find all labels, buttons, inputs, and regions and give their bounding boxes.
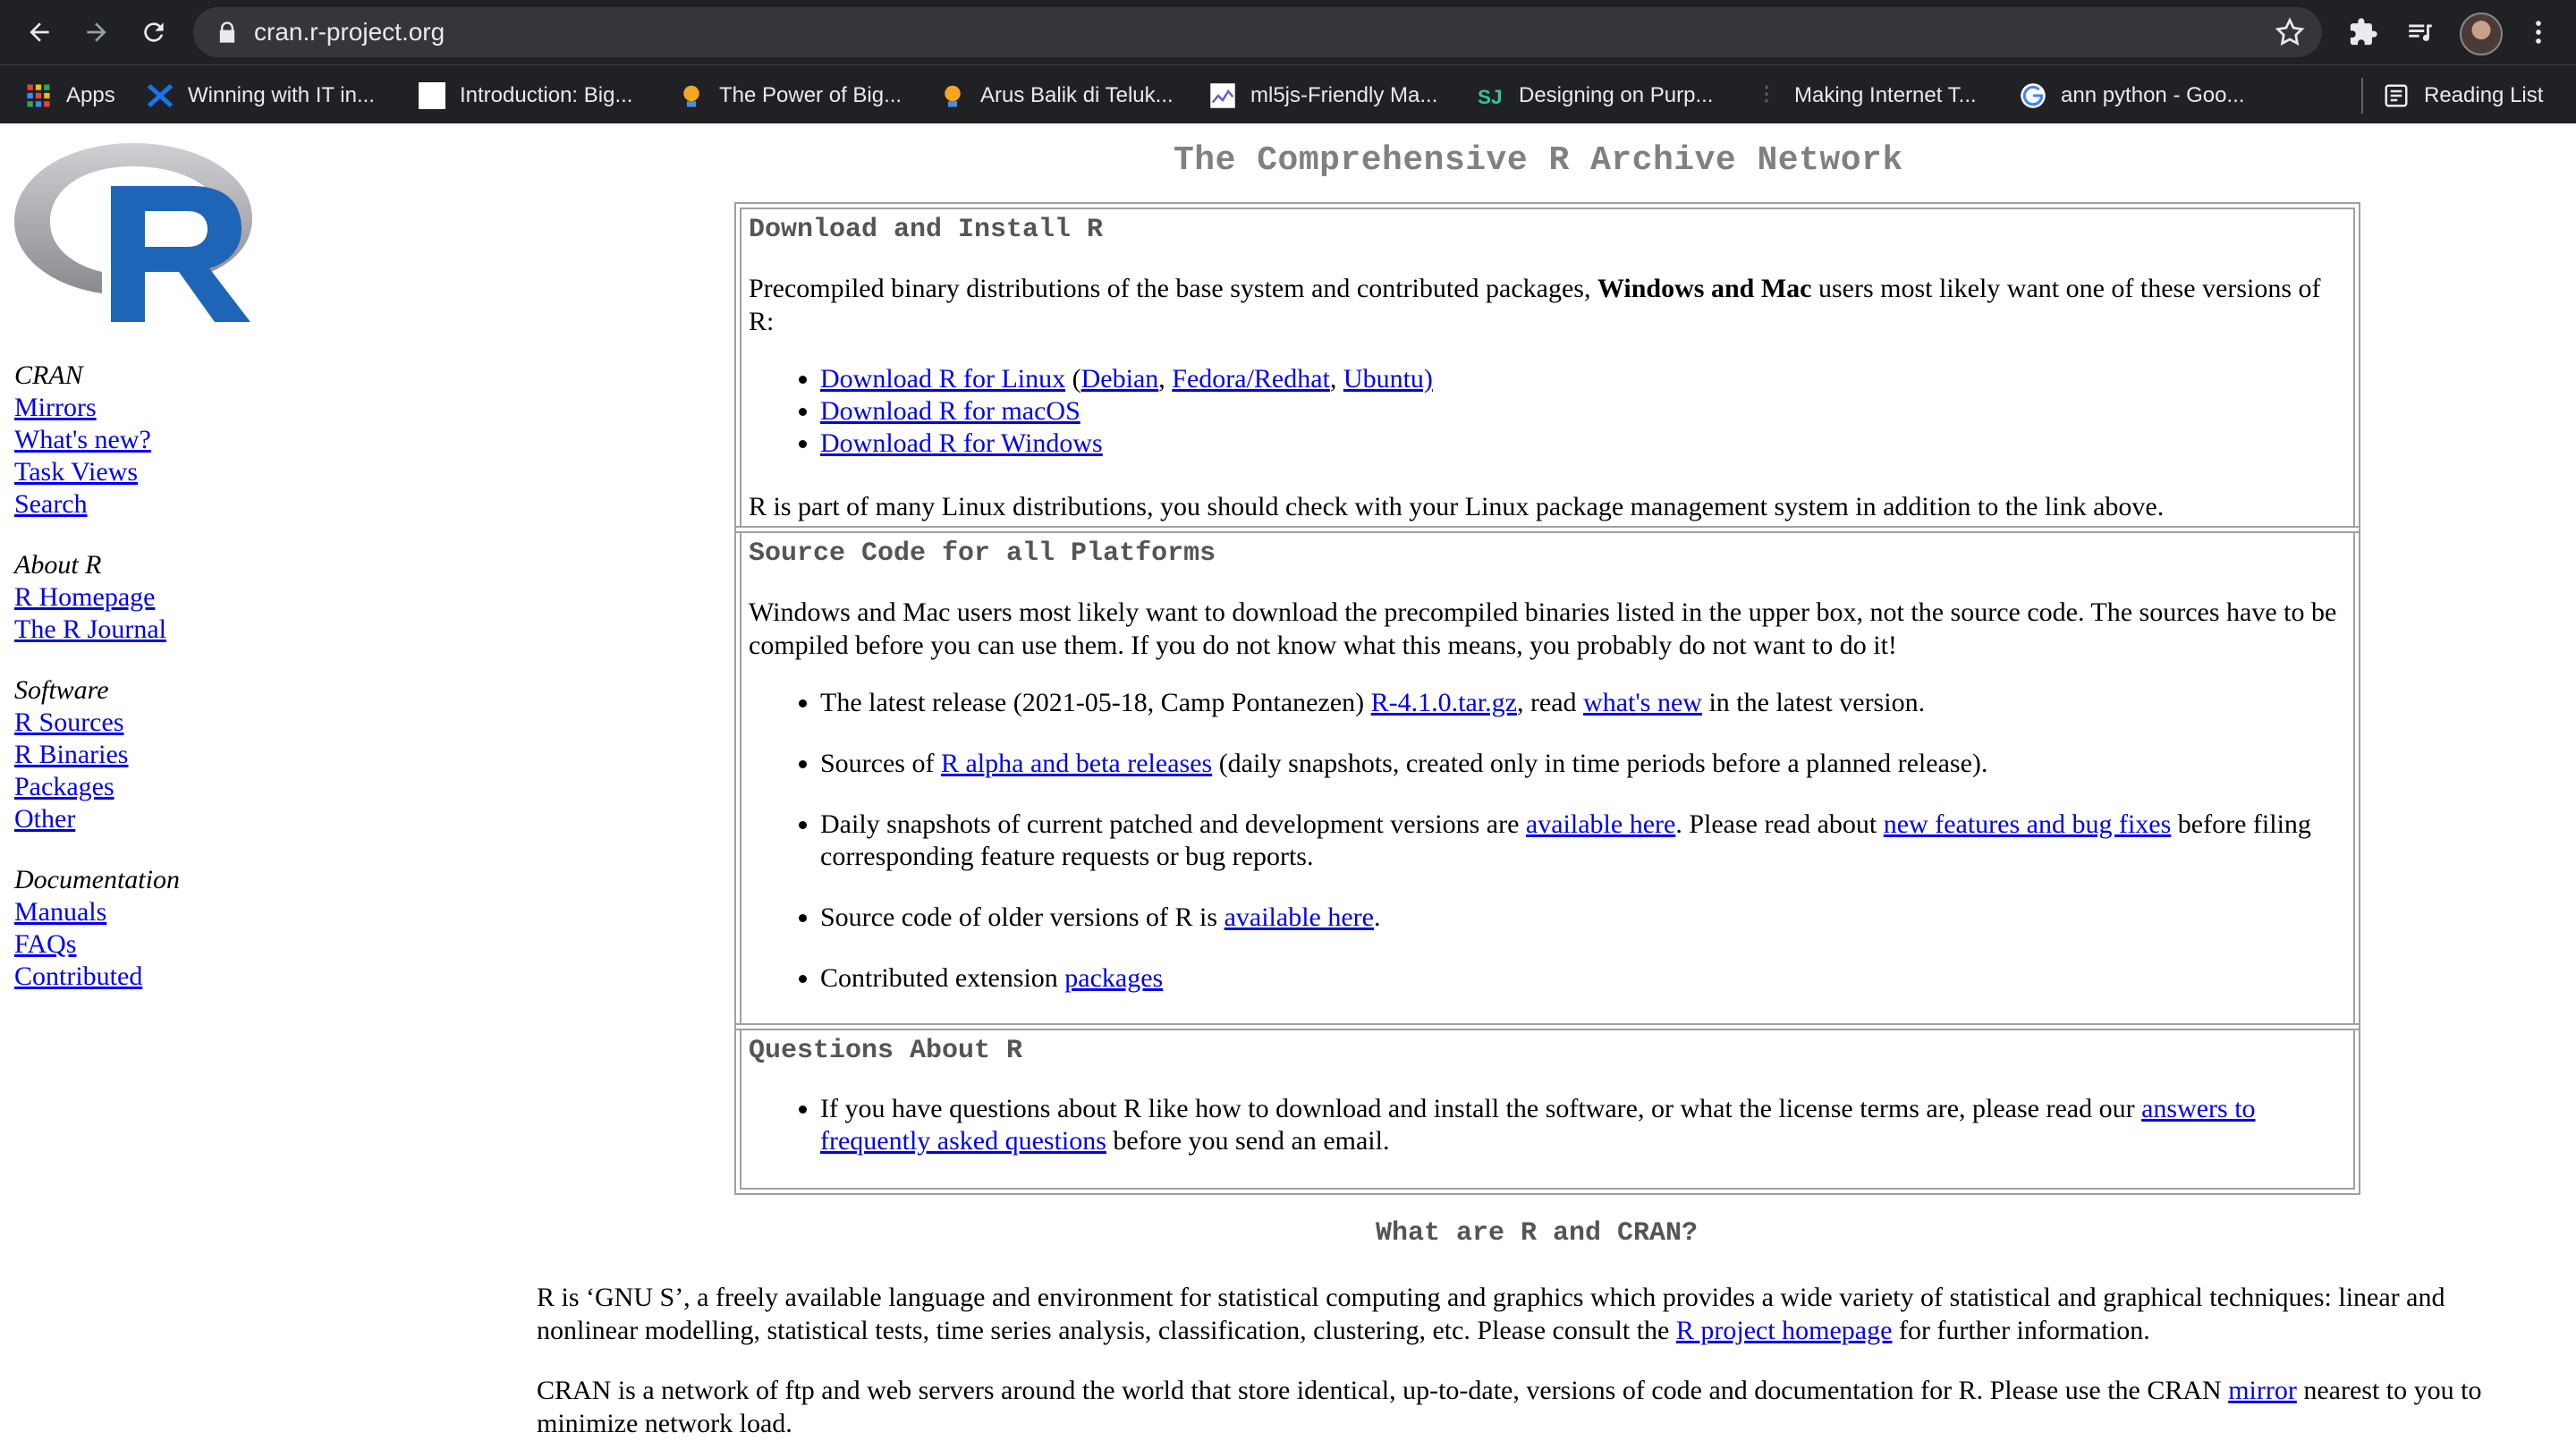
source-links-list (749, 687, 2339, 995)
sidebar-link-packages[interactable]: Packages (14, 772, 114, 801)
bookmark-label: Winning with IT in... (188, 83, 375, 107)
url-text: cran.r-project.org (254, 18, 445, 46)
reading-list-icon (2383, 82, 2410, 109)
paragraph-text: R is ‘GNU S’, a freely available language and environment for statistical computing and graphics which provides a wide variety of statistical and graphical techniques: linear and nonlinear modelling, statistical tests, time series analysis, classification, clustering, etc. Please consult the (537, 1283, 2445, 1345)
sidebar-nav (14, 360, 180, 1021)
source-intro: Windows and Mac users most likely want to download the precompiled binaries listed in the upper box, not the source code. The sources have to be compiled before you can use them. If you do not know what this means, you probably do not want to do it! (749, 597, 2337, 660)
sj-logo-icon (1478, 82, 1504, 109)
paragraph-text: nearest to you to minimize network load. (537, 1376, 2482, 1438)
menu-kebab-icon[interactable] (2521, 14, 2556, 50)
bookmark-star-icon[interactable] (2274, 16, 2306, 48)
item-text: (daily snapshots, created only in time periods before a planned release). (1212, 749, 1988, 778)
item-text: If you have questions about R like how to download and install the software, or what the license terms are, please read our (820, 1094, 2142, 1123)
bookmark-label: Designing on Purp... (1519, 83, 1714, 107)
sidebar-link-contributed[interactable]: Contributed (14, 961, 143, 991)
browser-toolbar (0, 0, 2576, 64)
bookmark-label: The Power of Big... (719, 83, 902, 107)
bookmark-making-internet[interactable] (1753, 80, 1977, 112)
item-text: in the latest version. (1701, 688, 1926, 717)
sidebar-group-software (14, 674, 180, 835)
r-logo[interactable] (13, 136, 254, 326)
list-item (820, 1093, 2339, 1157)
item-text: . Please read about (1675, 809, 1884, 839)
item-text: Contributed extension (820, 963, 1065, 993)
sidebar-heading: Documentation (14, 865, 180, 894)
browser-chrome (0, 0, 2576, 123)
paren-text: ( (1065, 364, 1081, 394)
svg-text:SJ: SJ (1478, 85, 1503, 108)
r-tarball-link[interactable]: R-4.1.0.tar.gz (1370, 688, 1517, 717)
separator-text: , (1329, 364, 1343, 394)
bookmark-label: Arus Balik di Teluk... (980, 83, 1174, 107)
sidebar-heading: Software (14, 675, 109, 705)
download-note: R is part of many Linux distributions, you should check with your Linux package management system in addition to the link above. (749, 492, 2165, 521)
fedora-link[interactable]: Fedora/Redhat (1172, 364, 1330, 394)
bulb-icon (939, 82, 966, 109)
bookmark-label: Apps (66, 83, 115, 107)
bookmark-label: ml5js-Friendly Ma... (1250, 83, 1438, 107)
reload-button[interactable] (132, 11, 175, 54)
download-linux-link[interactable]: Download R for Linux (820, 364, 1066, 394)
bookmark-power-of-big[interactable] (678, 80, 902, 112)
sidebar-group-cran (14, 360, 180, 521)
dot-icon (1753, 82, 1780, 109)
web-page (0, 123, 2576, 1438)
bookmark-introduction-big[interactable] (419, 80, 632, 112)
bookmark-ml5js[interactable] (1209, 80, 1437, 112)
item-text: The latest release (2021-05-18, Camp Pontanezen) (820, 688, 1371, 717)
media-control-icon[interactable] (2402, 14, 2438, 50)
mirror-link[interactable]: mirror (2228, 1376, 2297, 1405)
ubuntu-link[interactable]: Ubuntu) (1343, 364, 1433, 394)
sidebar-link-r-sources[interactable]: R Sources (14, 707, 124, 737)
reading-list-button[interactable] (2383, 80, 2543, 112)
bookmark-winning-with-it[interactable] (147, 80, 375, 112)
intro-text: Precompiled binary distributions of the base system and contributed packages, (749, 274, 1597, 303)
source-code-box (740, 531, 2355, 1025)
list-item (820, 962, 2339, 995)
bookmark-label: ann python - Goo... (2061, 83, 2245, 107)
address-bar[interactable] (193, 7, 2322, 57)
forward-arrow-icon (82, 18, 111, 47)
r-description-paragraph (537, 1281, 2549, 1347)
sidebar-link-task-views[interactable]: Task Views (14, 457, 139, 487)
sidebar-link-other[interactable]: Other (14, 804, 76, 834)
download-heading: Download and Install R (749, 215, 1104, 245)
item-text: Daily snapshots of current patched and development versions are (820, 809, 1526, 839)
r-project-homepage-link[interactable]: R project homepage (1675, 1316, 1893, 1345)
sidebar-link-r-journal[interactable]: The R Journal (14, 614, 166, 644)
bookmarks-bar (0, 64, 2576, 124)
lock-icon (215, 20, 240, 45)
what-are-r-cran-heading: What are R and CRAN? (1376, 1218, 1699, 1249)
item-text: before you send an email. (1106, 1126, 1390, 1156)
list-item (820, 687, 2339, 719)
questions-list (749, 1093, 2339, 1157)
questions-box (740, 1029, 2355, 1190)
sidebar-link-mirrors[interactable]: Mirrors (14, 393, 97, 422)
reload-icon (140, 18, 168, 47)
source-heading: Source Code for all Platforms (749, 538, 1216, 569)
bulb-icon (678, 82, 705, 109)
bookmark-apps[interactable] (25, 80, 115, 112)
debian-link[interactable]: Debian (1080, 364, 1159, 394)
sidebar-link-r-homepage[interactable]: R Homepage (14, 582, 156, 612)
download-macos-link[interactable]: Download R for macOS (820, 396, 1080, 426)
sidebar-link-faqs[interactable]: FAQs (14, 929, 77, 959)
sidebar-heading: CRAN (14, 360, 83, 390)
bookmark-arus-balik[interactable] (939, 80, 1174, 112)
cran-description-paragraph (537, 1374, 2549, 1440)
separator-text: , (1158, 364, 1173, 394)
whats-new-link[interactable]: what's new (1583, 688, 1702, 717)
back-button[interactable] (18, 11, 61, 54)
item-text: . (1373, 902, 1381, 932)
ml5-icon (1209, 82, 1236, 109)
blank-page-icon (419, 82, 445, 109)
paragraph-text: for further information. (1892, 1316, 2150, 1345)
sidebar-group-about (14, 549, 180, 646)
list-item (820, 809, 2339, 873)
list-item (820, 748, 2339, 780)
new-features-link[interactable]: new features and bug fixes (1883, 809, 2172, 839)
alpha-beta-link[interactable]: R alpha and beta releases (940, 749, 1213, 778)
older-versions-link[interactable]: available here (1224, 902, 1374, 932)
bookmark-label: Introduction: Big... (460, 83, 633, 107)
faq-link[interactable]: answers to frequently asked questions (820, 1094, 2256, 1156)
back-arrow-icon (25, 18, 54, 47)
download-intro (749, 272, 2339, 338)
list-item (820, 395, 2339, 428)
intro-text: users most likely want one of these versions of R: (749, 274, 2321, 336)
sidebar-link-search[interactable]: Search (14, 489, 88, 519)
download-windows-link[interactable]: Download R for Windows (820, 428, 1103, 458)
sidebar-link-whats-new[interactable]: What's new? (14, 425, 151, 454)
list-item (820, 363, 2339, 395)
x-logo-icon (147, 82, 174, 109)
bookmark-label: Making Internet T... (1794, 83, 1977, 107)
item-text: Source code of older versions of R is (820, 902, 1224, 932)
item-text: , read (1516, 688, 1584, 717)
daily-snapshots-link[interactable]: available here (1525, 809, 1676, 839)
sidebar-group-documentation (14, 864, 180, 993)
extensions-icon[interactable] (2345, 14, 2381, 50)
download-links-list (749, 363, 2339, 460)
google-icon (2020, 82, 2046, 109)
list-item (820, 902, 2339, 934)
bookmarks-divider (2361, 78, 2363, 114)
forward-button[interactable] (75, 11, 118, 54)
sidebar-heading: About R (14, 550, 102, 580)
download-install-box (740, 208, 2355, 528)
questions-heading: Questions About R (749, 1036, 1023, 1066)
reading-list-label: Reading List (2424, 83, 2544, 107)
sidebar-link-manuals[interactable]: Manuals (14, 897, 107, 927)
page-title: The Comprehensive R Archive Network (1174, 141, 1903, 180)
intro-bold-text: Windows and Mac (1597, 274, 1812, 303)
profile-avatar[interactable] (2460, 13, 2503, 55)
sidebar-link-r-binaries[interactable]: R Binaries (14, 740, 129, 769)
list-item (820, 428, 2339, 460)
apps-grid-icon (25, 82, 52, 109)
item-text: Sources of (820, 749, 941, 778)
bookmark-ann-python[interactable] (2020, 80, 2244, 112)
paragraph-text: CRAN is a network of ftp and web servers around the world that store identical, up-to-date, versions of code and documentation for R. Please use the CRAN (537, 1376, 2229, 1405)
item-text: before filing corresponding feature requests or bug reports. (820, 809, 2311, 871)
bookmark-designing-on-purpose[interactable] (1478, 80, 1713, 112)
contributed-packages-link[interactable]: packages (1064, 963, 1164, 993)
